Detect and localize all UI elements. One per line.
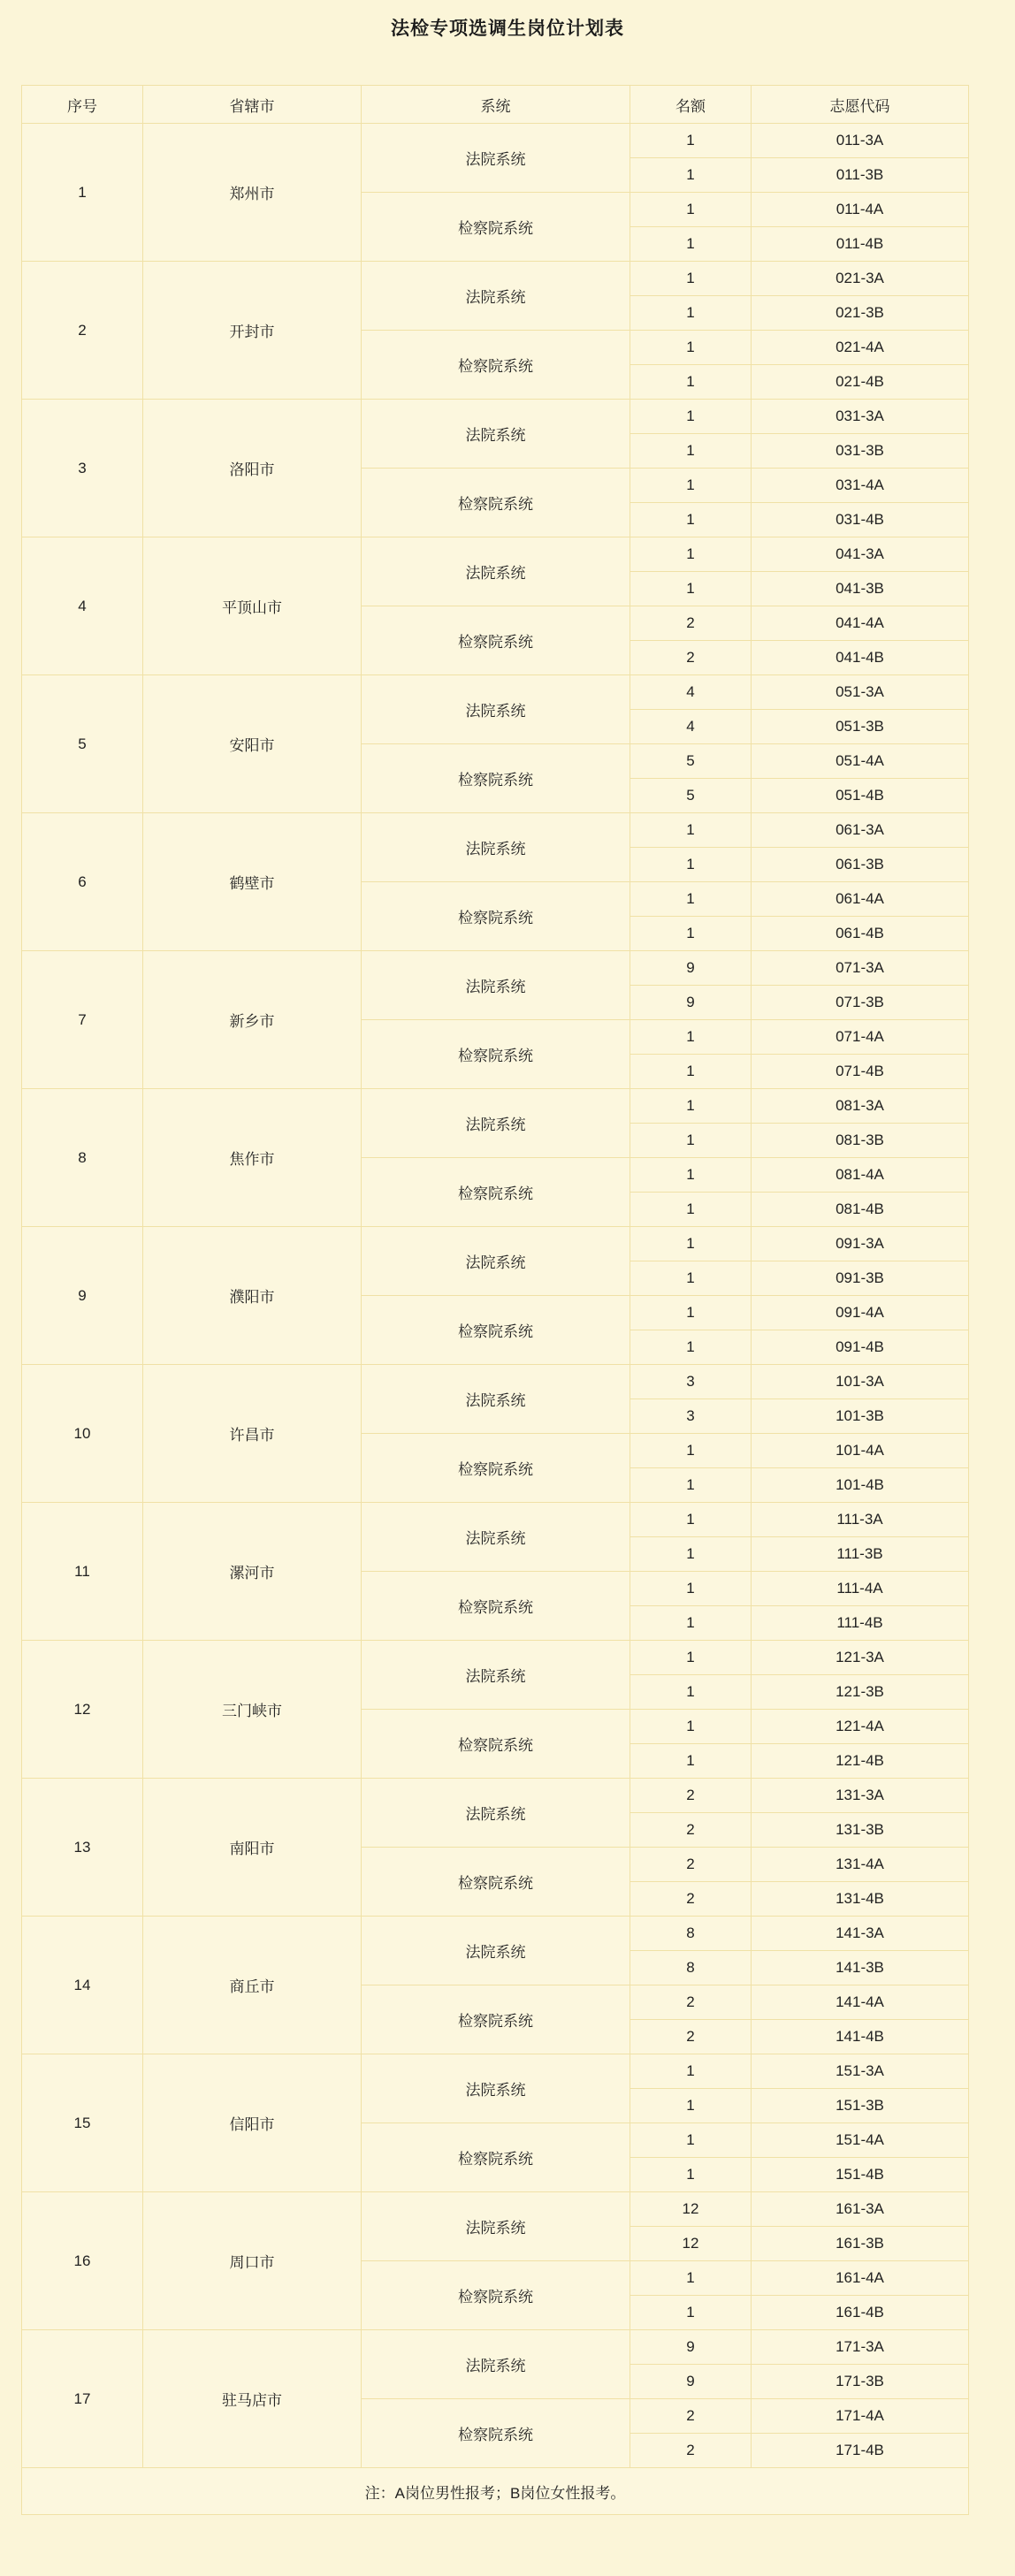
city-cell: 驻马店市: [143, 2330, 362, 2468]
city-cell: 平顶山市: [143, 537, 362, 675]
seq-cell: 11: [22, 1503, 143, 1641]
code-cell: 061-3B: [752, 848, 969, 882]
seq-cell: 8: [22, 1089, 143, 1227]
code-cell: 161-4A: [752, 2261, 969, 2296]
code-cell: 091-3B: [752, 1261, 969, 1296]
quota-cell: 2: [630, 641, 752, 675]
city-cell: 周口市: [143, 2192, 362, 2330]
table-row: [22, 2330, 969, 2365]
quota-cell: 2: [630, 1985, 752, 2020]
code-cell: 141-4A: [752, 1985, 969, 2020]
quota-cell: 2: [630, 1882, 752, 1917]
seq-cell: 5: [22, 675, 143, 813]
code-cell: 021-3A: [752, 262, 969, 296]
code-cell: 061-3A: [752, 813, 969, 848]
seq-cell: 16: [22, 2192, 143, 2330]
code-cell: 101-3A: [752, 1365, 969, 1399]
quota-cell: 1: [630, 1193, 752, 1227]
code-cell: 041-4A: [752, 606, 969, 641]
quota-cell: 8: [630, 1951, 752, 1985]
seq-cell: 2: [22, 262, 143, 400]
city-cell: 鹤壁市: [143, 813, 362, 951]
system-cell-court: 法院系统: [362, 1227, 630, 1296]
quota-cell: 9: [630, 986, 752, 1020]
quota-cell: 1: [630, 227, 752, 262]
code-cell: 071-4B: [752, 1055, 969, 1089]
table-row: [22, 1779, 969, 1813]
system-cell-court: 法院系统: [362, 1917, 630, 1985]
table-row: [22, 1365, 969, 1399]
code-cell: 071-3A: [752, 951, 969, 986]
seq-cell: 4: [22, 537, 143, 675]
quota-cell: 1: [630, 158, 752, 193]
code-cell: 131-3B: [752, 1813, 969, 1848]
code-cell: 131-3A: [752, 1779, 969, 1813]
quota-cell: 1: [630, 1261, 752, 1296]
code-cell: 161-4B: [752, 2296, 969, 2330]
system-cell-procuratorate: 检察院系统: [362, 1020, 630, 1089]
city-cell: 许昌市: [143, 1365, 362, 1503]
quota-cell: 1: [630, 1227, 752, 1261]
quota-cell: 1: [630, 2089, 752, 2123]
code-cell: 151-4A: [752, 2123, 969, 2158]
quota-cell: 12: [630, 2227, 752, 2261]
quota-cell: 5: [630, 779, 752, 813]
system-cell-procuratorate: 检察院系统: [362, 2123, 630, 2192]
seq-cell: 9: [22, 1227, 143, 1365]
header-row: [22, 86, 969, 124]
quota-cell: 1: [630, 813, 752, 848]
code-cell: 031-3B: [752, 434, 969, 469]
system-cell-court: 法院系统: [362, 951, 630, 1020]
code-cell: 111-3A: [752, 1503, 969, 1537]
quota-cell: 1: [630, 1675, 752, 1710]
system-cell-procuratorate: 检察院系统: [362, 331, 630, 400]
code-cell: 091-4A: [752, 1296, 969, 1330]
code-cell: 021-3B: [752, 296, 969, 331]
code-cell: 081-4B: [752, 1193, 969, 1227]
seq-cell: 10: [22, 1365, 143, 1503]
quota-cell: 1: [630, 1710, 752, 1744]
code-cell: 121-4B: [752, 1744, 969, 1779]
code-cell: 111-4B: [752, 1606, 969, 1641]
quota-cell: 2: [630, 2434, 752, 2468]
quota-cell: 2: [630, 2399, 752, 2434]
quota-cell: 1: [630, 1296, 752, 1330]
table-row: [22, 537, 969, 572]
seq-cell: 12: [22, 1641, 143, 1779]
code-cell: 061-4B: [752, 917, 969, 951]
quota-cell: 1: [630, 848, 752, 882]
quota-cell: 1: [630, 1744, 752, 1779]
city-cell: 漯河市: [143, 1503, 362, 1641]
code-cell: 031-4A: [752, 469, 969, 503]
quota-cell: 1: [630, 124, 752, 158]
city-cell: 南阳市: [143, 1779, 362, 1917]
quota-cell: 1: [630, 434, 752, 469]
page: [0, 14, 1015, 2515]
quota-cell: 2: [630, 1813, 752, 1848]
code-cell: 121-3B: [752, 1675, 969, 1710]
table-row: [22, 675, 969, 710]
quota-cell: 1: [630, 1641, 752, 1675]
table-row: [22, 124, 969, 158]
code-cell: 151-3A: [752, 2054, 969, 2089]
quota-cell: 9: [630, 951, 752, 986]
system-cell-procuratorate: 检察院系统: [362, 1985, 630, 2054]
code-cell: 061-4A: [752, 882, 969, 917]
table-row: [22, 2192, 969, 2227]
quota-cell: 1: [630, 262, 752, 296]
table-footer: [22, 2468, 969, 2515]
system-cell-court: 法院系统: [362, 1365, 630, 1434]
code-cell: 071-3B: [752, 986, 969, 1020]
system-cell-procuratorate: 检察院系统: [362, 882, 630, 951]
system-cell-court: 法院系统: [362, 400, 630, 469]
table-row: [22, 262, 969, 296]
page-title: 法检专项选调生岗位计划表: [391, 19, 624, 39]
system-cell-court: 法院系统: [362, 1089, 630, 1158]
quota-cell: 1: [630, 193, 752, 227]
quota-cell: 1: [630, 469, 752, 503]
quota-cell: 2: [630, 606, 752, 641]
city-cell: 三门峡市: [143, 1641, 362, 1779]
table-row: [22, 1917, 969, 1951]
code-cell: 011-4A: [752, 193, 969, 227]
table-row: [22, 2054, 969, 2089]
code-cell: 071-4A: [752, 1020, 969, 1055]
quota-cell: 1: [630, 1055, 752, 1089]
city-cell: 商丘市: [143, 1917, 362, 2054]
system-cell-procuratorate: 检察院系统: [362, 2399, 630, 2468]
quota-cell: 1: [630, 503, 752, 537]
quota-cell: 4: [630, 710, 752, 744]
system-cell-court: 法院系统: [362, 1503, 630, 1572]
code-cell: 021-4A: [752, 331, 969, 365]
quota-cell: 1: [630, 1572, 752, 1606]
city-cell: 信阳市: [143, 2054, 362, 2192]
system-cell-court: 法院系统: [362, 813, 630, 882]
quota-cell: 1: [630, 2158, 752, 2192]
code-cell: 011-3A: [752, 124, 969, 158]
quota-cell: 1: [630, 1158, 752, 1193]
quota-cell: 1: [630, 917, 752, 951]
system-cell-court: 法院系统: [362, 2330, 630, 2399]
system-cell-procuratorate: 检察院系统: [362, 1710, 630, 1779]
city-cell: 濮阳市: [143, 1227, 362, 1365]
table-row: [22, 813, 969, 848]
table-row: [22, 1089, 969, 1124]
code-cell: 171-4B: [752, 2434, 969, 2468]
quota-cell: 8: [630, 1917, 752, 1951]
code-cell: 051-4A: [752, 744, 969, 779]
system-cell-procuratorate: 检察院系统: [362, 193, 630, 262]
seq-cell: 17: [22, 2330, 143, 2468]
quota-cell: 1: [630, 537, 752, 572]
table-row: [22, 1641, 969, 1675]
quota-cell: 1: [630, 365, 752, 400]
system-cell-procuratorate: 检察院系统: [362, 1296, 630, 1365]
code-cell: 081-3B: [752, 1124, 969, 1158]
quota-cell: 2: [630, 2020, 752, 2054]
quota-cell: 3: [630, 1399, 752, 1434]
code-cell: 111-4A: [752, 1572, 969, 1606]
note-row: [22, 2468, 969, 2515]
city-cell: 新乡市: [143, 951, 362, 1089]
system-cell-court: 法院系统: [362, 675, 630, 744]
code-cell: 101-3B: [752, 1399, 969, 1434]
quota-cell: 1: [630, 1089, 752, 1124]
quota-cell: 3: [630, 1365, 752, 1399]
quota-cell: 1: [630, 1537, 752, 1572]
system-cell-procuratorate: 检察院系统: [362, 1572, 630, 1641]
code-cell: 011-4B: [752, 227, 969, 262]
code-cell: 041-3B: [752, 572, 969, 606]
code-cell: 131-4B: [752, 1882, 969, 1917]
table-body: [22, 124, 969, 2468]
code-cell: 051-3B: [752, 710, 969, 744]
seq-cell: 6: [22, 813, 143, 951]
table-row: [22, 1503, 969, 1537]
code-cell: 111-3B: [752, 1537, 969, 1572]
header-city: 省辖市: [143, 86, 362, 124]
seq-cell: 13: [22, 1779, 143, 1917]
city-cell: 郑州市: [143, 124, 362, 262]
quota-cell: 1: [630, 882, 752, 917]
quota-cell: 5: [630, 744, 752, 779]
table-row: [22, 951, 969, 986]
quota-cell: 12: [630, 2192, 752, 2227]
quota-cell: 1: [630, 296, 752, 331]
code-cell: 171-3A: [752, 2330, 969, 2365]
quota-cell: 1: [630, 1330, 752, 1365]
quota-cell: 1: [630, 1606, 752, 1641]
quota-cell: 1: [630, 400, 752, 434]
header-seq: 序号: [22, 86, 143, 124]
code-cell: 091-4B: [752, 1330, 969, 1365]
code-cell: 041-3A: [752, 537, 969, 572]
system-cell-court: 法院系统: [362, 537, 630, 606]
seq-cell: 14: [22, 1917, 143, 2054]
quota-cell: 1: [630, 1124, 752, 1158]
quota-cell: 1: [630, 331, 752, 365]
city-cell: 安阳市: [143, 675, 362, 813]
code-cell: 101-4B: [752, 1468, 969, 1503]
note-text: 注：A岗位男性报考；B岗位女性报考。: [22, 2468, 969, 2515]
code-cell: 161-3A: [752, 2192, 969, 2227]
quota-cell: 2: [630, 1779, 752, 1813]
header-system: 系统: [362, 86, 630, 124]
code-cell: 121-4A: [752, 1710, 969, 1744]
code-cell: 131-4A: [752, 1848, 969, 1882]
system-cell-court: 法院系统: [362, 2192, 630, 2261]
code-cell: 141-3B: [752, 1951, 969, 1985]
quota-cell: 1: [630, 2296, 752, 2330]
system-cell-procuratorate: 检察院系统: [362, 1434, 630, 1503]
code-cell: 081-3A: [752, 1089, 969, 1124]
code-cell: 101-4A: [752, 1434, 969, 1468]
code-cell: 121-3A: [752, 1641, 969, 1675]
code-cell: 031-4B: [752, 503, 969, 537]
city-cell: 焦作市: [143, 1089, 362, 1227]
header-code: 志愿代码: [752, 86, 969, 124]
code-cell: 161-3B: [752, 2227, 969, 2261]
code-cell: 171-4A: [752, 2399, 969, 2434]
system-cell-court: 法院系统: [362, 1779, 630, 1848]
code-cell: 091-3A: [752, 1227, 969, 1261]
code-cell: 151-4B: [752, 2158, 969, 2192]
code-cell: 021-4B: [752, 365, 969, 400]
system-cell-procuratorate: 检察院系统: [362, 1848, 630, 1917]
quota-cell: 1: [630, 2054, 752, 2089]
code-cell: 171-3B: [752, 2365, 969, 2399]
system-cell-procuratorate: 检察院系统: [362, 1158, 630, 1227]
table-row: [22, 1227, 969, 1261]
quota-cell: 1: [630, 572, 752, 606]
seq-cell: 1: [22, 124, 143, 262]
table-row: [22, 400, 969, 434]
system-cell-procuratorate: 检察院系统: [362, 744, 630, 813]
quota-cell: 2: [630, 1848, 752, 1882]
code-cell: 141-4B: [752, 2020, 969, 2054]
quota-cell: 1: [630, 1434, 752, 1468]
seq-cell: 7: [22, 951, 143, 1089]
quota-cell: 1: [630, 1468, 752, 1503]
table-header: [22, 86, 969, 124]
header-quota: 名额: [630, 86, 752, 124]
quota-cell: 1: [630, 2123, 752, 2158]
city-cell: 洛阳市: [143, 400, 362, 537]
code-cell: 041-4B: [752, 641, 969, 675]
city-cell: 开封市: [143, 262, 362, 400]
quota-cell: 1: [630, 1020, 752, 1055]
code-cell: 051-4B: [752, 779, 969, 813]
system-cell-court: 法院系统: [362, 124, 630, 193]
code-cell: 151-3B: [752, 2089, 969, 2123]
code-cell: 031-3A: [752, 400, 969, 434]
system-cell-procuratorate: 检察院系统: [362, 606, 630, 675]
quota-cell: 9: [630, 2365, 752, 2399]
quota-cell: 1: [630, 2261, 752, 2296]
system-cell-procuratorate: 检察院系统: [362, 2261, 630, 2330]
code-cell: 081-4A: [752, 1158, 969, 1193]
quota-cell: 9: [630, 2330, 752, 2365]
code-cell: 141-3A: [752, 1917, 969, 1951]
quota-cell: 1: [630, 1503, 752, 1537]
code-cell: 051-3A: [752, 675, 969, 710]
code-cell: 011-3B: [752, 158, 969, 193]
quota-cell: 4: [630, 675, 752, 710]
seq-cell: 15: [22, 2054, 143, 2192]
seq-cell: 3: [22, 400, 143, 537]
system-cell-court: 法院系统: [362, 262, 630, 331]
system-cell-procuratorate: 检察院系统: [362, 469, 630, 537]
position-plan-table: [21, 85, 969, 2515]
system-cell-court: 法院系统: [362, 1641, 630, 1710]
system-cell-court: 法院系统: [362, 2054, 630, 2123]
